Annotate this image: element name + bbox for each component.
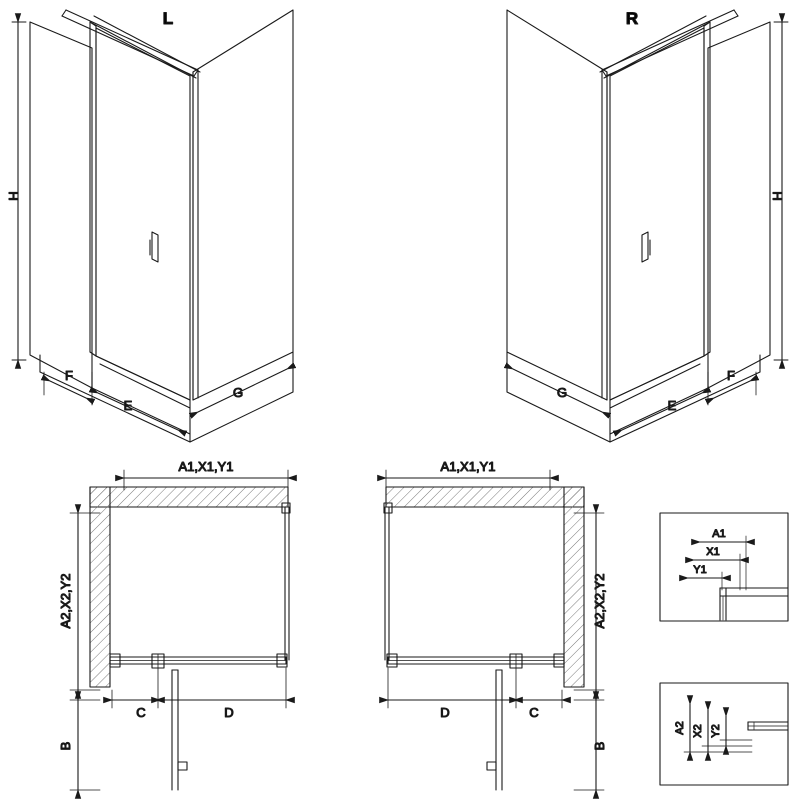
label-h-left: H bbox=[6, 191, 21, 201]
label-x2-detail: X2 bbox=[692, 724, 704, 738]
label-a2-detail: A2 bbox=[674, 721, 686, 735]
label-a1-detail: A1 bbox=[712, 528, 726, 540]
label-a1x1y1-left: A1,X1,Y1 bbox=[178, 459, 234, 474]
plan-left-view bbox=[70, 470, 290, 790]
label-f-right: F bbox=[727, 368, 735, 383]
label-c-right: C bbox=[529, 705, 539, 720]
label-d-right: D bbox=[440, 705, 450, 720]
label-y1-detail: Y1 bbox=[693, 564, 707, 576]
label-e-left: E bbox=[123, 398, 133, 413]
label-h-right: H bbox=[770, 191, 785, 201]
label-b-left: B bbox=[58, 741, 73, 751]
label-g-left: G bbox=[232, 385, 244, 400]
label-c-left: C bbox=[136, 705, 146, 720]
label-y2-detail: Y2 bbox=[710, 724, 722, 738]
label-g-right: G bbox=[556, 385, 568, 400]
label-x1-detail: X1 bbox=[706, 546, 720, 558]
plan-right-view bbox=[384, 470, 604, 790]
label-a2x2y2-left: A2,X2,Y2 bbox=[58, 573, 73, 629]
label-b-right: B bbox=[592, 741, 607, 751]
label-right-handed: R bbox=[625, 9, 639, 28]
label-f-left: F bbox=[65, 368, 73, 383]
label-e-right: E bbox=[667, 398, 677, 413]
iso-right-view bbox=[507, 10, 788, 442]
label-d-left: D bbox=[224, 705, 234, 720]
label-a1x1y1-right: A1,X1,Y1 bbox=[440, 459, 496, 474]
iso-left-view bbox=[12, 10, 293, 442]
label-a2x2y2-right: A2,X2,Y2 bbox=[592, 573, 607, 629]
label-left-handed: L bbox=[162, 9, 174, 28]
